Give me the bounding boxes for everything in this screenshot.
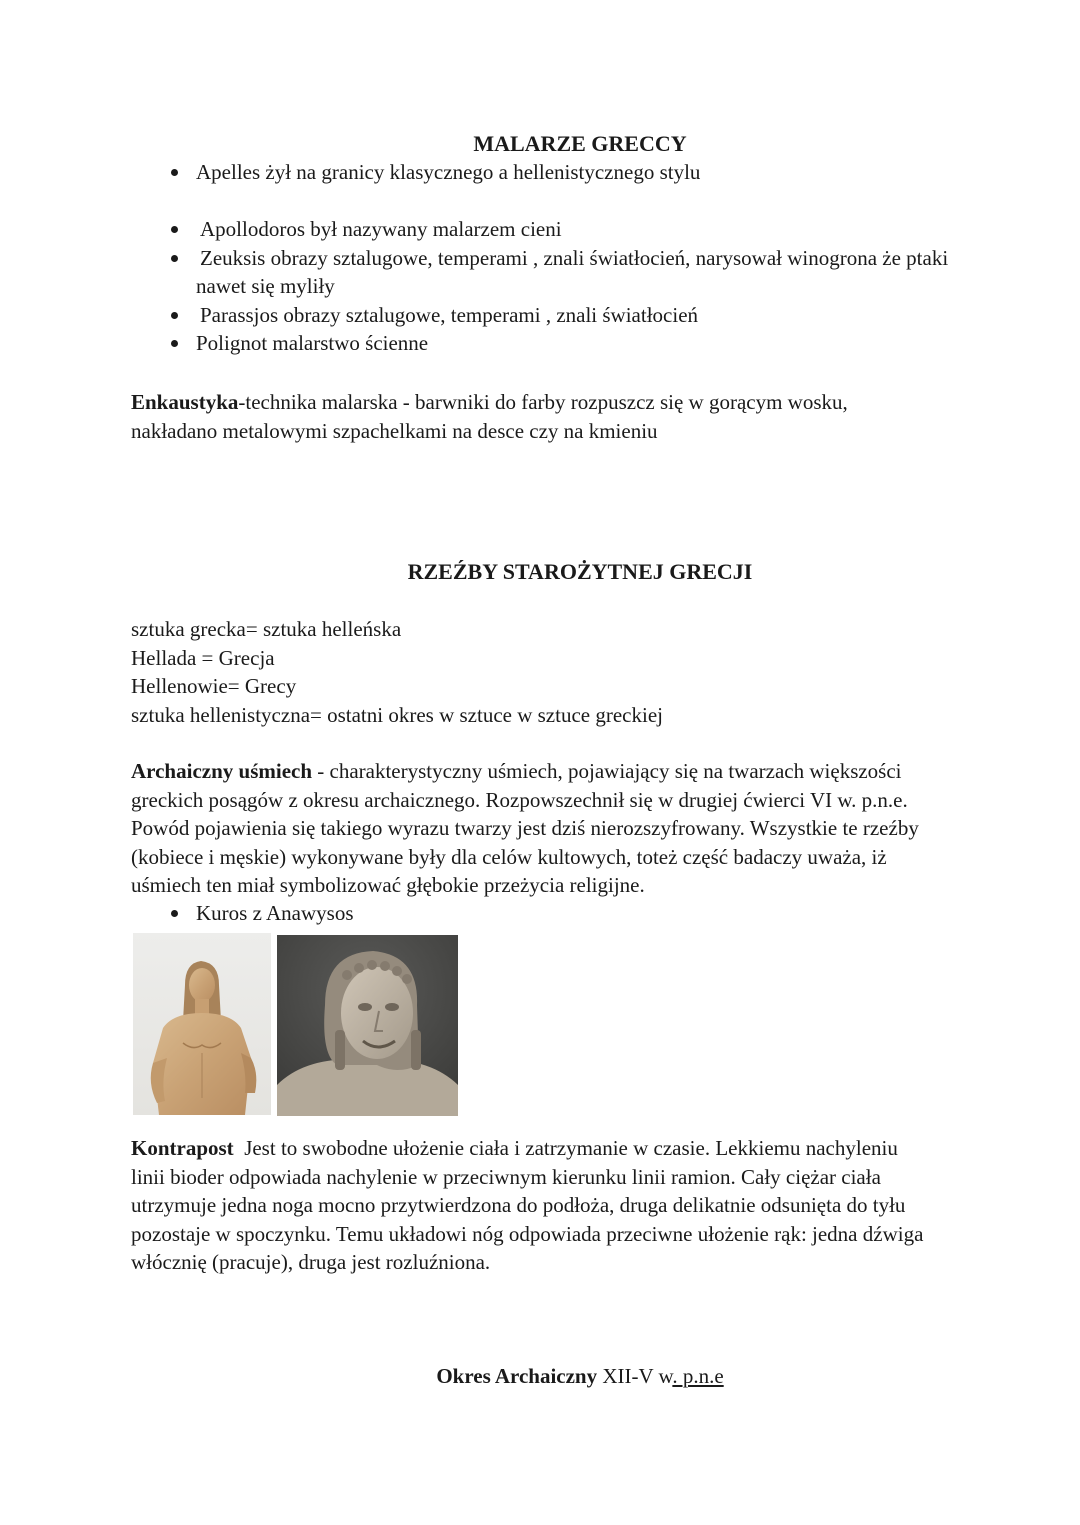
definition-line: Hellada = Grecja: [131, 645, 275, 670]
list-item: Apelles żył na granicy klasycznego a hellenistycznego stylu: [131, 158, 1031, 187]
section-title-painters: MALARZE GRECCY: [473, 131, 687, 156]
archaic-smile-paragraph: Archaiczny uśmiech - charakterystyczny uśmiech, pojawiający się na twarzach większości greckich posągów z okresu archaicznego. Rozpowszechnił się w drugiej ćwierci VI w. p.n.e. Powód pojawienia się takiego wyrazu twarzy jest dziś nierozszyfrowany. Wszystkie te rzeźby (kobiece i męskie) wykonywane były dla celów kultowych, toteż część badaczy uważa, iż uśmiech ten miał symbolizować głębokie przeżycia religijne.: [131, 759, 919, 897]
definition-line: sztuka grecka= sztuka helleńska: [131, 617, 402, 641]
kouros-statue-image: [133, 933, 271, 1115]
list-item: Polignot malarstwo ścienne: [131, 329, 1031, 358]
kuros-list: [131, 899, 1031, 928]
archaic-smile-term: Archaiczny uśmiech: [131, 759, 313, 783]
bullet-icon: [171, 169, 178, 176]
bullet-icon: [171, 226, 178, 233]
archaic-period-term: Okres Archaiczny: [436, 1364, 598, 1388]
section-title-sculptures: RZEŹBY STAROŻYTNEJ GRECJI: [407, 559, 753, 584]
definition-line: sztuka hellenistyczna= ostatni okres w sztuce w sztuce greckiej: [131, 702, 663, 727]
bullet-icon: [171, 910, 178, 917]
bullet-icon: [171, 255, 178, 262]
archaic-period-heading: Okres Archaiczny XII-V w. p.n.e: [436, 1364, 724, 1388]
kouros-full-photo: [133, 933, 271, 1115]
enkaustyka-term: Enkaustyka: [131, 390, 239, 414]
kontrapost-paragraph: Kontrapost Jest to swobodne ułożenie ciała i zatrzymanie w czasie. Lekkiemu nachyleniu linii bioder odpowiada nachylenie w przeciwnym kierunku linii ramion. Cały ciężar ciała utrzymuje jedna noga mocno przytwierdzona do podłoża, druga delikatnie odsunięta do tyłu pozostaje w spoczynku. Temu układowi nóg odpowiada przeciwne ułożenie rąk: jedna dźwiga włócznię (pracuje), druga jest rozluźniona.: [131, 1136, 924, 1274]
list-item: Kuros z Anawysos: [131, 899, 1031, 928]
painters-list-b: [131, 215, 1031, 358]
kouros-head-photo: [277, 935, 458, 1116]
bullet-icon: [171, 312, 178, 319]
list-item: Apollodoros był nazywany malarzem cieni: [131, 215, 1031, 244]
list-item: Zeuksis obrazy sztalugowe, temperami , znali światłocień, narysował winogrona że ptaki nawet się myliły: [131, 244, 1031, 301]
definitions-list: [131, 615, 1031, 729]
painters-list-a: [131, 158, 1031, 187]
bullet-icon: [171, 340, 178, 347]
list-item: Parassjos obrazy sztalugowe, temperami , znali światłocień: [131, 301, 1031, 330]
kontrapost-term: Kontrapost: [131, 1136, 234, 1160]
kouros-head-image: [277, 935, 458, 1116]
enkaustyka-paragraph: Enkaustyka-technika malarska - barwniki do farby rozpuszcz się w gorącym wosku, nakładano metalowymi szpachelkami na desce czy na kmieniu: [131, 390, 848, 443]
definition-line: Hellenowie= Grecy: [131, 674, 297, 698]
